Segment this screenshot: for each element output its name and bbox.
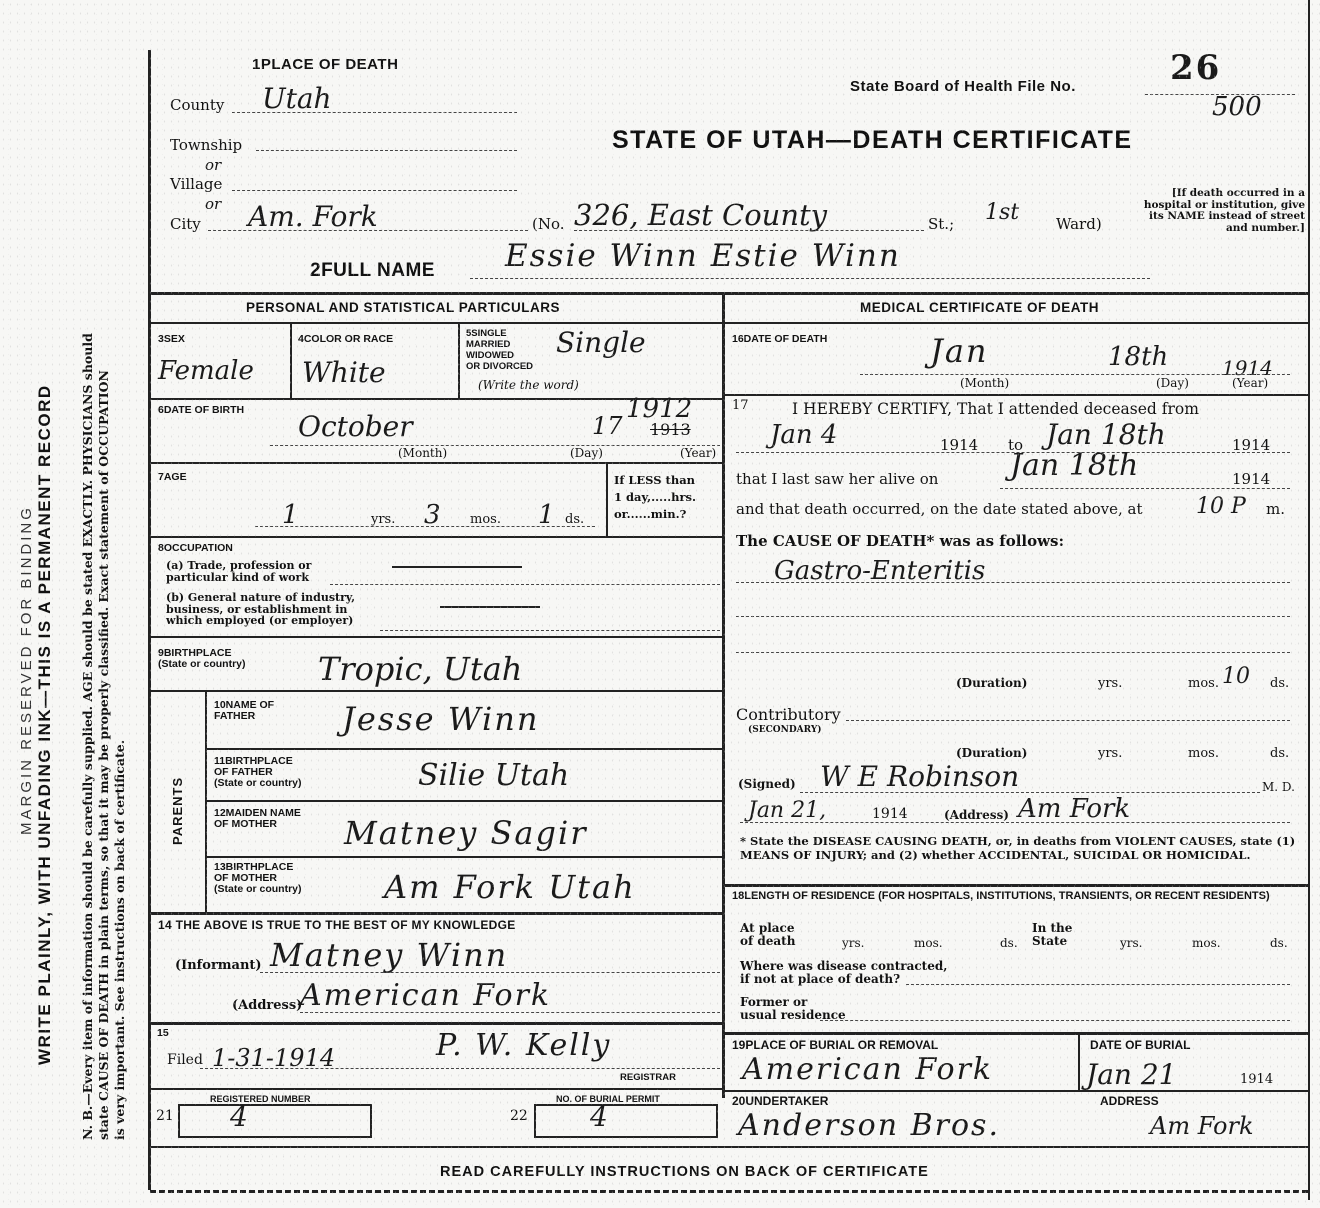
occupation-b-dash [440,606,540,608]
file-no-label: State Board of Health File No. [850,78,1076,95]
signed-label: (Signed) [738,777,796,791]
duration-yrs-label-2: yrs. [1098,746,1123,761]
age-days-label: ds. [565,512,585,527]
last-saw-text: that I last saw her alive on [736,470,939,488]
mother-birthplace-value: Am Fork Utah [384,868,636,906]
undertaker-address-value: Am Fork [1150,1112,1254,1140]
informant-value: Matney Winn [270,936,509,974]
burial-date-label: DATE OF BURIAL [1090,1038,1191,1052]
residence-label: 18LENGTH OF RESIDENCE (FOR HOSPITALS, INSTITUTIONS, TRANSIENTS, OR RECENT RESIDENTS) [732,890,1270,902]
signed-address-value: Am Fork [1018,794,1131,824]
dob-label: 6DATE OF BIRTH [158,404,245,416]
attended-from: Jan 4 [770,420,838,450]
mother-name-label: 12MAIDEN NAME OF MOTHER [214,807,301,830]
burial-permit-label: NO. OF BURIAL PERMIT [556,1094,660,1104]
signed-year: 1914 [872,806,908,822]
file-no-extra: 500 [1212,92,1262,122]
death-occurred-text: and that death occurred, on the date stated above, at [736,500,1143,518]
in-state-mos-label: mos. [1192,936,1221,950]
father-name-value: Jesse Winn [342,700,540,738]
burial-permit-prefix: 22 [510,1108,528,1124]
death-time-m-label: m. [1266,500,1285,518]
color-value: White [302,356,386,389]
duration-yrs-label-1: yrs. [1098,676,1123,691]
write-plainly-text: WRITE PLAINLY, WITH UNFADING INK—THIS IS A PERMANENT RECORD [35,384,54,1065]
or-label-1: or [205,156,222,174]
registrar-signature: P. W. Kelly [436,1028,612,1063]
registered-number-box [178,1104,372,1138]
death-time: 10 P [1196,494,1246,519]
certify-text: I HEREBY CERTIFY, That I attended deceased from [792,400,1199,418]
county-label: County [170,96,225,114]
former-residence-label: Former or usual residence [740,995,846,1022]
burial-permit-value: 4 [590,1100,608,1133]
nb-line-2: state CAUSE OF DEATH in plain terms, so that it may be properly classified. Exact statement of OCCUPATION [96,370,111,1140]
undertaker-value: Anderson Bros. [738,1108,1000,1143]
informant-label: (Informant) [175,958,262,973]
age-months: 3 [424,500,441,530]
at-place-ds-label: ds. [1000,936,1018,950]
occupation-a-label: (a) Trade, profession or particular kind of work [166,559,312,584]
street-st-label: St.; [928,215,955,233]
full-name-value: Essie Winn Estie Winn [505,238,901,274]
footer-instructions: READ CAREFULLY INSTRUCTIONS ON BACK OF CERTIFICATE [440,1164,929,1180]
dod-year: 1914 [1222,356,1273,380]
attended-to-label: to [1008,436,1024,454]
city-value: Am. Fork [248,200,378,233]
age-label: 7AGE [158,471,187,483]
at-place-label: At place of death [740,921,796,948]
burial-permit-box [534,1104,718,1138]
father-birthplace-label: 11BIRTHPLACE OF FATHER (State or country) [214,755,302,789]
where-contracted-label: Where was disease contracted, if not at place of death? [740,959,948,986]
secondary-label: (SECONDARY) [748,725,822,735]
ward-value: 1st [985,200,1020,225]
last-saw-value: Jan 18th [1010,448,1139,483]
burial-place-label: 19PLACE OF BURIAL OR REMOVAL [732,1038,939,1052]
dod-day-label: (Day) [1156,376,1189,390]
at-place-yrs-label: yrs. [842,936,865,950]
occupation-label: 8OCCUPATION [158,542,233,554]
full-name-label: 2FULL NAME [310,260,435,281]
marital-label: 5SINGLE MARRIED WIDOWED OR DIVORCED [466,328,534,372]
dob-day: 17 [592,412,623,440]
md-label: M. D. [1262,780,1295,794]
attended-from-year: 1914 [940,436,979,454]
street-value: 326, East County [574,198,828,232]
undertaker-label: 20UNDERTAKER [732,1094,829,1108]
age-years: 1 [282,500,299,530]
duration-mos-value: 10 [1222,664,1250,689]
last-saw-year: 1914 [1232,470,1271,488]
father-name-label: 10NAME OF FATHER [214,699,275,722]
dob-year-label: (Year) [680,446,717,460]
township-label: Township [170,136,243,154]
certify-number: 17 [732,398,749,413]
registered-number-prefix: 21 [156,1108,174,1124]
burial-place-value: American Fork [742,1052,994,1087]
ward-label: Ward) [1056,215,1102,233]
duration-label-1: (Duration) [956,676,1028,690]
duration-label-2: (Duration) [956,746,1028,760]
registered-number-label: REGISTERED NUMBER [210,1094,311,1104]
filed-date-value: 1-31-1914 [212,1044,336,1072]
undertaker-address-label: ADDRESS [1100,1094,1159,1108]
signed-value: W E Robinson [820,760,1020,793]
sex-label: 3SEX [158,333,185,345]
nb-line-1: N. B.—Every item of information should be carefully supplied. AGE should be stated EXACTLY. PHYSICIANS should [80,333,95,1140]
duration-mos-label-1: mos. [1188,676,1219,691]
in-state-label: In the State [1032,921,1073,948]
age-days: 1 [538,500,555,530]
registrar-label: REGISTRAR [620,1072,676,1083]
left-border [148,50,151,1190]
right-border [1308,0,1310,1200]
father-birthplace-value: Silie Utah [418,758,570,793]
dob-month-label: (Month) [398,446,448,460]
duration-ds-label-1: ds. [1270,676,1290,691]
occupation-a-dash [392,566,522,568]
sex-value: Female [158,356,254,386]
color-label: 4COLOR OR RACE [298,333,394,345]
attended-to: Jan 18th [1046,418,1166,451]
cause-of-death-value: Gastro-Enteritis [774,556,986,586]
street-no-label: (No. [532,215,565,233]
county-value: Utah [262,82,332,115]
duration-ds-label-2: ds. [1270,746,1290,761]
attended-to-year: 1914 [1232,436,1271,454]
parents-label: PARENTS [170,776,185,845]
filed-label: Filed [167,1052,203,1068]
in-state-ds-label: ds. [1270,936,1288,950]
informant-address-label: (Address) [232,998,303,1013]
dod-month-label: (Month) [960,376,1010,390]
dob-month: October [298,410,413,443]
signed-address-label: (Address) [944,808,1009,822]
signed-date: Jan 21, [748,798,827,823]
nb-line-3: is very important. See instructions on back of certificate. [112,739,127,1140]
dod-year-label: (Year) [1232,376,1269,390]
age-years-label: yrs. [371,512,396,527]
marital-value: Single [556,326,646,359]
hospital-note: [If death occurred in a hospital or institution, give its NAME instead of street and number.] [1143,187,1305,234]
birthplace-label: 9BIRTHPLACE (State or country) [158,647,246,670]
file-no-value: 26 [1170,48,1222,88]
informant-header: 14 THE ABOVE IS TRUE TO THE BEST OF MY KNOWLEDGE [158,918,516,932]
place-of-death-label: 1PLACE OF DEATH [252,56,399,73]
informant-address-value: American Fork [300,978,552,1013]
registered-number-value: 4 [230,1100,248,1133]
birthplace-value: Tropic, Utah [318,650,523,688]
dob-year: 1912 [626,394,693,424]
or-label-2: or [205,195,222,213]
village-label: Village [170,175,223,193]
burial-date-year: 1914 [1240,1072,1274,1087]
age-less-than-note: If LESS than 1 day,.....hrs. or......min.? [614,473,696,521]
at-place-mos-label: mos. [914,936,943,950]
medical-section-title: MEDICAL CERTIFICATE OF DEATH [860,300,1099,315]
duration-mos-label-2: mos. [1188,746,1219,761]
certificate-title: STATE OF UTAH—DEATH CERTIFICATE [612,126,1133,154]
age-months-label: mos. [470,512,501,527]
burial-date-value: Jan 21 [1086,1058,1177,1091]
dob-day-label: (Day) [570,446,603,460]
dod-day: 18th [1108,342,1169,372]
contributory-label: Contributory [736,705,841,724]
cause-of-death-text: The CAUSE OF DEATH* was as follows: [736,532,1065,550]
personal-section-title: PERSONAL AND STATISTICAL PARTICULARS [246,300,561,315]
dod-month: Jan [930,332,989,370]
filed-number: 15 [157,1027,169,1039]
mother-birthplace-label: 13BIRTHPLACE OF MOTHER (State or country) [214,861,302,895]
date-of-death-label: 16DATE OF DEATH [732,333,828,345]
dob-year-struck: 1913 [650,420,691,439]
marital-note: (Write the word) [478,378,579,392]
mother-name-value: Matney Sagir [344,814,588,852]
occupation-b-label: (b) General nature of industry, business, or establishment in which employed (or employer) [166,591,356,627]
in-state-yrs-label: yrs. [1120,936,1143,950]
footnote: * State the DISEASE CAUSING DEATH, or, in deaths from VIOLENT CAUSES, state (1) MEANS OF INJURY; and (2) whether ACCIDENTAL, SUICIDAL OR HOMICIDAL. [740,834,1296,862]
city-label: City [170,215,201,233]
binding-margin-text: MARGIN RESERVED FOR BINDING [18,505,35,835]
